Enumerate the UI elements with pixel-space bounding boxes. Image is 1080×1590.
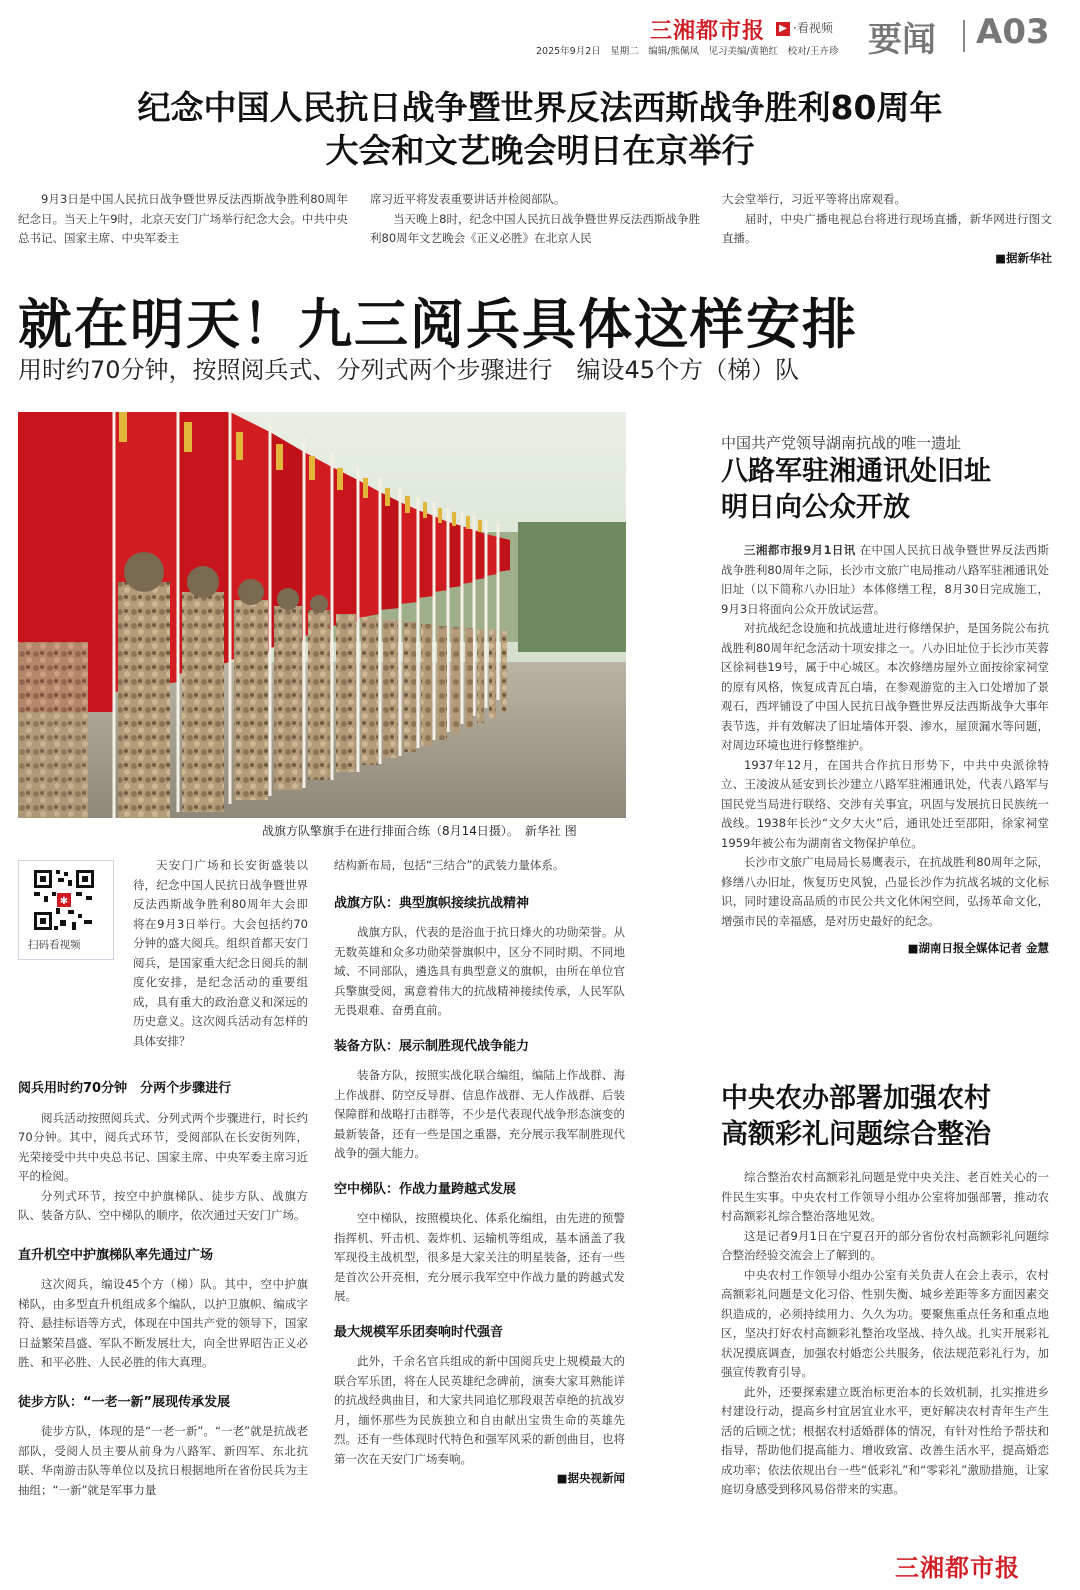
- article2-subhead-5: 装备方队：展示制胜现代战争能力: [334, 1038, 530, 1054]
- section-name: 要闻: [868, 20, 936, 60]
- article3-credit: ■湖南日报全媒体记者 金慧: [907, 941, 1049, 955]
- date-line: 2025年9月2日 星期二 编辑/熊佩凤 见习美编/黄艳红 校对/王卉珍: [536, 46, 839, 57]
- article2-para-1b: 分列式环节，按空中护旗梯队、徒步方队、战旗方队、装备方队、空中梯队的顺序，依次通过天安门广场。: [18, 1188, 308, 1222]
- article2-col2: [334, 856, 625, 1489]
- section-divider: [963, 20, 965, 52]
- article4-para-3: 中央农村工作领导小组办公室有关负责人在会上表示，农村高额彩礼问题是文化习俗、性别失衡、城乡差距等多方面因素交织造成的，必须持续用力、久久为功。要聚焦重点任务和重点地区，坚决打好农村高额彩礼整治攻坚战、持久战。扎实开展彩礼状况摸底调查，加强农村婚恋公共服务，依法规范彩礼行为，加强宣传教育引导。: [721, 1267, 1049, 1379]
- article4-para-2: 这是记者9月1日在宁夏召开的部分省份农村高额彩礼问题综合整治经验交流会上了解到的。: [721, 1228, 1049, 1262]
- video-label: ·看视频: [793, 21, 833, 35]
- article1-col2: [370, 190, 700, 249]
- article3-para-4: 长沙市文旅广电局局长易鹰表示，在抗战胜利80周年之际，修缮八办旧址，恢复历史风貌，凸显长沙作为抗战名城的文化标识，同时建设高品质的市民公共文化休闲空间，弘扬革命文化，增强市民的幸福感，是对历史最好的纪念。: [721, 855, 1049, 928]
- article1-title-line1: 纪念中国人民抗日战争暨世界反法西斯战争胜利80周年: [137, 88, 943, 127]
- article4-para-1: 综合整治农村高额彩礼问题是党中央关注、老百姓关心的一件民生实事。中央农村工作领导小组办公室将加强部署，推动农村高额彩礼综合整治落地见效。: [721, 1170, 1049, 1223]
- article1-col3-text-a: 大会堂举行，习近平等将出席观看。: [722, 192, 906, 206]
- article3-para-1-text: 在中国人民抗日战争暨世界反法西斯战争胜利80周年之际，长沙市文旅广电局推动八路军驻湘通讯处旧址（以下简称八办旧址）本体修缮工程，8月30日完成施工，9月3日将面向公众开放试运营。: [721, 543, 1049, 616]
- article2-col2-top: 结构新布局，包括“三结合”的武装力量体系。: [334, 858, 565, 872]
- article1-col1: [18, 190, 348, 249]
- article2-subhead-1: 阅兵用时约70分钟 分两个步骤进行: [18, 1081, 232, 1096]
- masthead: [520, 10, 1065, 60]
- article2-para-7: 此外，千余名官兵组成的新中国阅兵史上规模最大的联合军乐团，将在人民英雄纪念碑前，演奏大家耳熟能详的抗战经典曲目，和大家共同追忆那段艰苦卓绝的抗战岁月，缅怀那些为民族独立和自由献出宝贵生命的英雄先烈。还有一些体现时代特色和强军风采的新创曲目，也将第一次在天安门广场奏响。: [334, 1354, 625, 1466]
- article3-para-3: 1937年12月，在国共合作抗日形势下，中共中央派徐特立、王凌波从延安到长沙建立八路军驻湘通讯处，代表八路军与国民党当局进行联络、交涉有关事宜，巩固与发展抗日民族统一战线。1938年长沙“文夕大火”后，通讯处迁至邵阳，徐家祠堂1959年被公布为湖南省文物保护单位。: [721, 757, 1049, 850]
- article3: [721, 432, 1049, 959]
- article2-para-5: 装备方队，按照实战化联合编组，编陆上作战群、海上作战群、防空反导群、信息作战群、无人作战群、后装保障群和战略打击群等，不少是代表现代战争形态演变的最新装备，还有一些是国之重器，充分展示我军制胜现代战争的强大能力。: [334, 1068, 625, 1160]
- article1-title-line2: 大会和文艺晚会明日在京举行: [325, 131, 755, 170]
- article4-title-line2: 高额彩礼问题综合整治: [721, 1119, 991, 1150]
- article2-para-1a: 阅兵活动按照阅兵式、分列式两个步骤进行，时长约70分钟。其中，阅兵式环节，受阅部队在长安街列阵，光荣接受中共中央总书记、国家主席、中央军委主席习近平的检阅。: [18, 1110, 308, 1183]
- paper-name: 三湘都市报: [650, 19, 766, 44]
- article2-col1: [18, 856, 308, 1500]
- article2-credit: ■据央视新闻: [556, 1471, 625, 1485]
- article2-subhead-6: 空中梯队：作战力量跨越式发展: [334, 1181, 517, 1197]
- article2-para-6: 空中梯队，按照模块化、体系化编组，由先进的预警指挥机、歼击机、轰炸机、运输机等组成，基本涵盖了我军现役主战机型，很多是大家关注的明星装备，还有一些是首次公开亮相，充分展示我军空中作战力量的跨越式发展。: [334, 1211, 625, 1303]
- article1-col2-text-b: 当天晚上8时，纪念中国人民抗日战争暨世界反法西斯战争胜利80周年文艺晚会《正义必胜》在北京人民: [370, 211, 700, 245]
- article3-kicker: 中国共产党领导湖南抗战的唯一遗址: [721, 434, 962, 452]
- article2-intro: 天安门广场和长安街盛装以待，纪念中国人民抗日战争暨世界反法西斯战争胜利80周年大会即将在9月3日举行。大会包括约70分钟的盛大阅兵。组织首都天安门阅兵，是国家重大纪念日阅兵的制度化安排，是纪念活动的重要组成，具有重大的政治意义和深远的历史意义。这次阅兵活动有怎样的具体安排？: [133, 858, 308, 1048]
- article3-para-1: [721, 541, 1049, 619]
- article2-subhead-4: 战旗方队：典型旗帜接续抗战精神: [334, 895, 530, 911]
- footer-logo: 三湘都市报: [895, 1554, 1020, 1582]
- article3-lead: 三湘都市报9月1日讯: [744, 543, 856, 557]
- video-badge: [776, 19, 833, 36]
- article3-title-line2: 明日向公众开放: [721, 492, 910, 523]
- article2-subhead-7: 最大规模军乐团奏响时代强音: [334, 1324, 504, 1340]
- parade-flag-bearers-photo: [18, 412, 626, 818]
- article4-body: [721, 1168, 1049, 1536]
- article2-para-3: 徒步方队，体现的是“一老一新”。“一老”就是抗战老部队，受阅人员主要从前身为八路军、新四军、东北抗联、华南游击队等单位以及抗日根据地所在省份民兵为主抽组；“一新”就是军事力量: [18, 1424, 308, 1497]
- svg-text:✱: ✱: [59, 896, 69, 907]
- article3-para-2: 对抗战纪念设施和抗战遗址进行修缮保护，是国务院公布抗战胜利80周年纪念活动十项安排之一。八办旧址位于长沙市芙蓉区徐祠巷19号，属于中心城区。本次修缮房屋外立面按徐家祠堂的原有风格，恢复成青瓦白墙，在参观游览的主入口处增加了景观石，西坪铺设了中国人民抗日战争暨世界反法西斯战争大事年表节选，并有效解决了旧址墙体开裂、渗水，屋顶漏水等问题，对周边环境也进行修整维护。: [721, 621, 1049, 752]
- article4-title-line1: 中央农办部署加强农村: [721, 1083, 991, 1114]
- article1-body: [18, 190, 1058, 265]
- page-number: A03: [976, 12, 1050, 52]
- article2-subhead-2: 直升机空中护旗梯队率先通过广场: [18, 1247, 214, 1263]
- article3-title-line1: 八路军驻湘通讯处旧址: [721, 456, 991, 487]
- article1-headline: [0, 86, 1080, 172]
- article2-para-2: 这次阅兵，编设45个方（梯）队。其中，空中护旗梯队，由多型直升机组成多个编队，以护卫旗帜、编成字符、悬挂标语等方式，体现在中国共产党的领导下，国家日益繁荣昌盛、军队不断发展壮大，向全世界昭告正义必胜、和平必胜、人民必胜的伟大真理。: [18, 1277, 308, 1369]
- article1-col3: [722, 190, 1052, 268]
- article1-col2-text-a: 席习近平将发表重要讲话并检阅部队。: [370, 192, 566, 206]
- article2-subhead-3: 徒步方队：“一老一新”展现传承发展: [18, 1394, 231, 1410]
- article3-body: [721, 541, 1049, 959]
- article2-subtitle: 用时约70分钟，按照阅兵式、分列式两个步骤进行 编设45个方（梯）队: [18, 356, 800, 384]
- article1-credit: ■据新华社: [995, 250, 1052, 265]
- article1-col3-text-b: 届时，中央广播电视总台将进行现场直播，新华网进行图文直播。: [722, 211, 1052, 245]
- article1-col1-text: 9月3日是中国人民抗日战争暨世界反法西斯战争胜利80周年纪念日。当天上午9时，北京天安门广场举行纪念大会。中共中央总书记、国家主席、中央军委主: [18, 192, 348, 245]
- article2-headline: 就在明天！九三阅兵具体这样安排: [18, 293, 858, 356]
- article2-para-4: 战旗方队，代表的是浴血于抗日烽火的功勋荣誉。从无数英雄和众多功勋荣誉旗帜中，区分不同时期、不同地域、不同部队，遴选具有典型意义的旗帜，由所在单位官兵擎旗受阅，寓意着伟大的抗战精神接续传承，人民军队无畏艰难、奋勇直前。: [334, 925, 625, 1017]
- article4: [721, 1080, 1049, 1536]
- qr-label: 扫码看视频: [28, 939, 81, 951]
- photo-caption: 战旗方队擎旗手在进行排面合练（8月14日摄）。 新华社 图: [262, 824, 577, 838]
- photo-illustration: [18, 412, 626, 818]
- video-icon: ▶: [776, 22, 790, 36]
- article4-para-4: 此外，还要探索建立既治标更治本的长效机制，扎实推进乡村建设行动，提高乡村宜居宜业水平，更好解决农村青年生产生活的后顾之忧；根据农村适婚群体的情况，有针对性给予帮扶和指导，帮助他们提高能力、增收致富、改善生活水平，提高婚恋成功率；依法依规出台一些“低彩礼”和“零彩礼”激励措施，让家庭切身感受到移风易俗带来的实惠。: [721, 1384, 1049, 1496]
